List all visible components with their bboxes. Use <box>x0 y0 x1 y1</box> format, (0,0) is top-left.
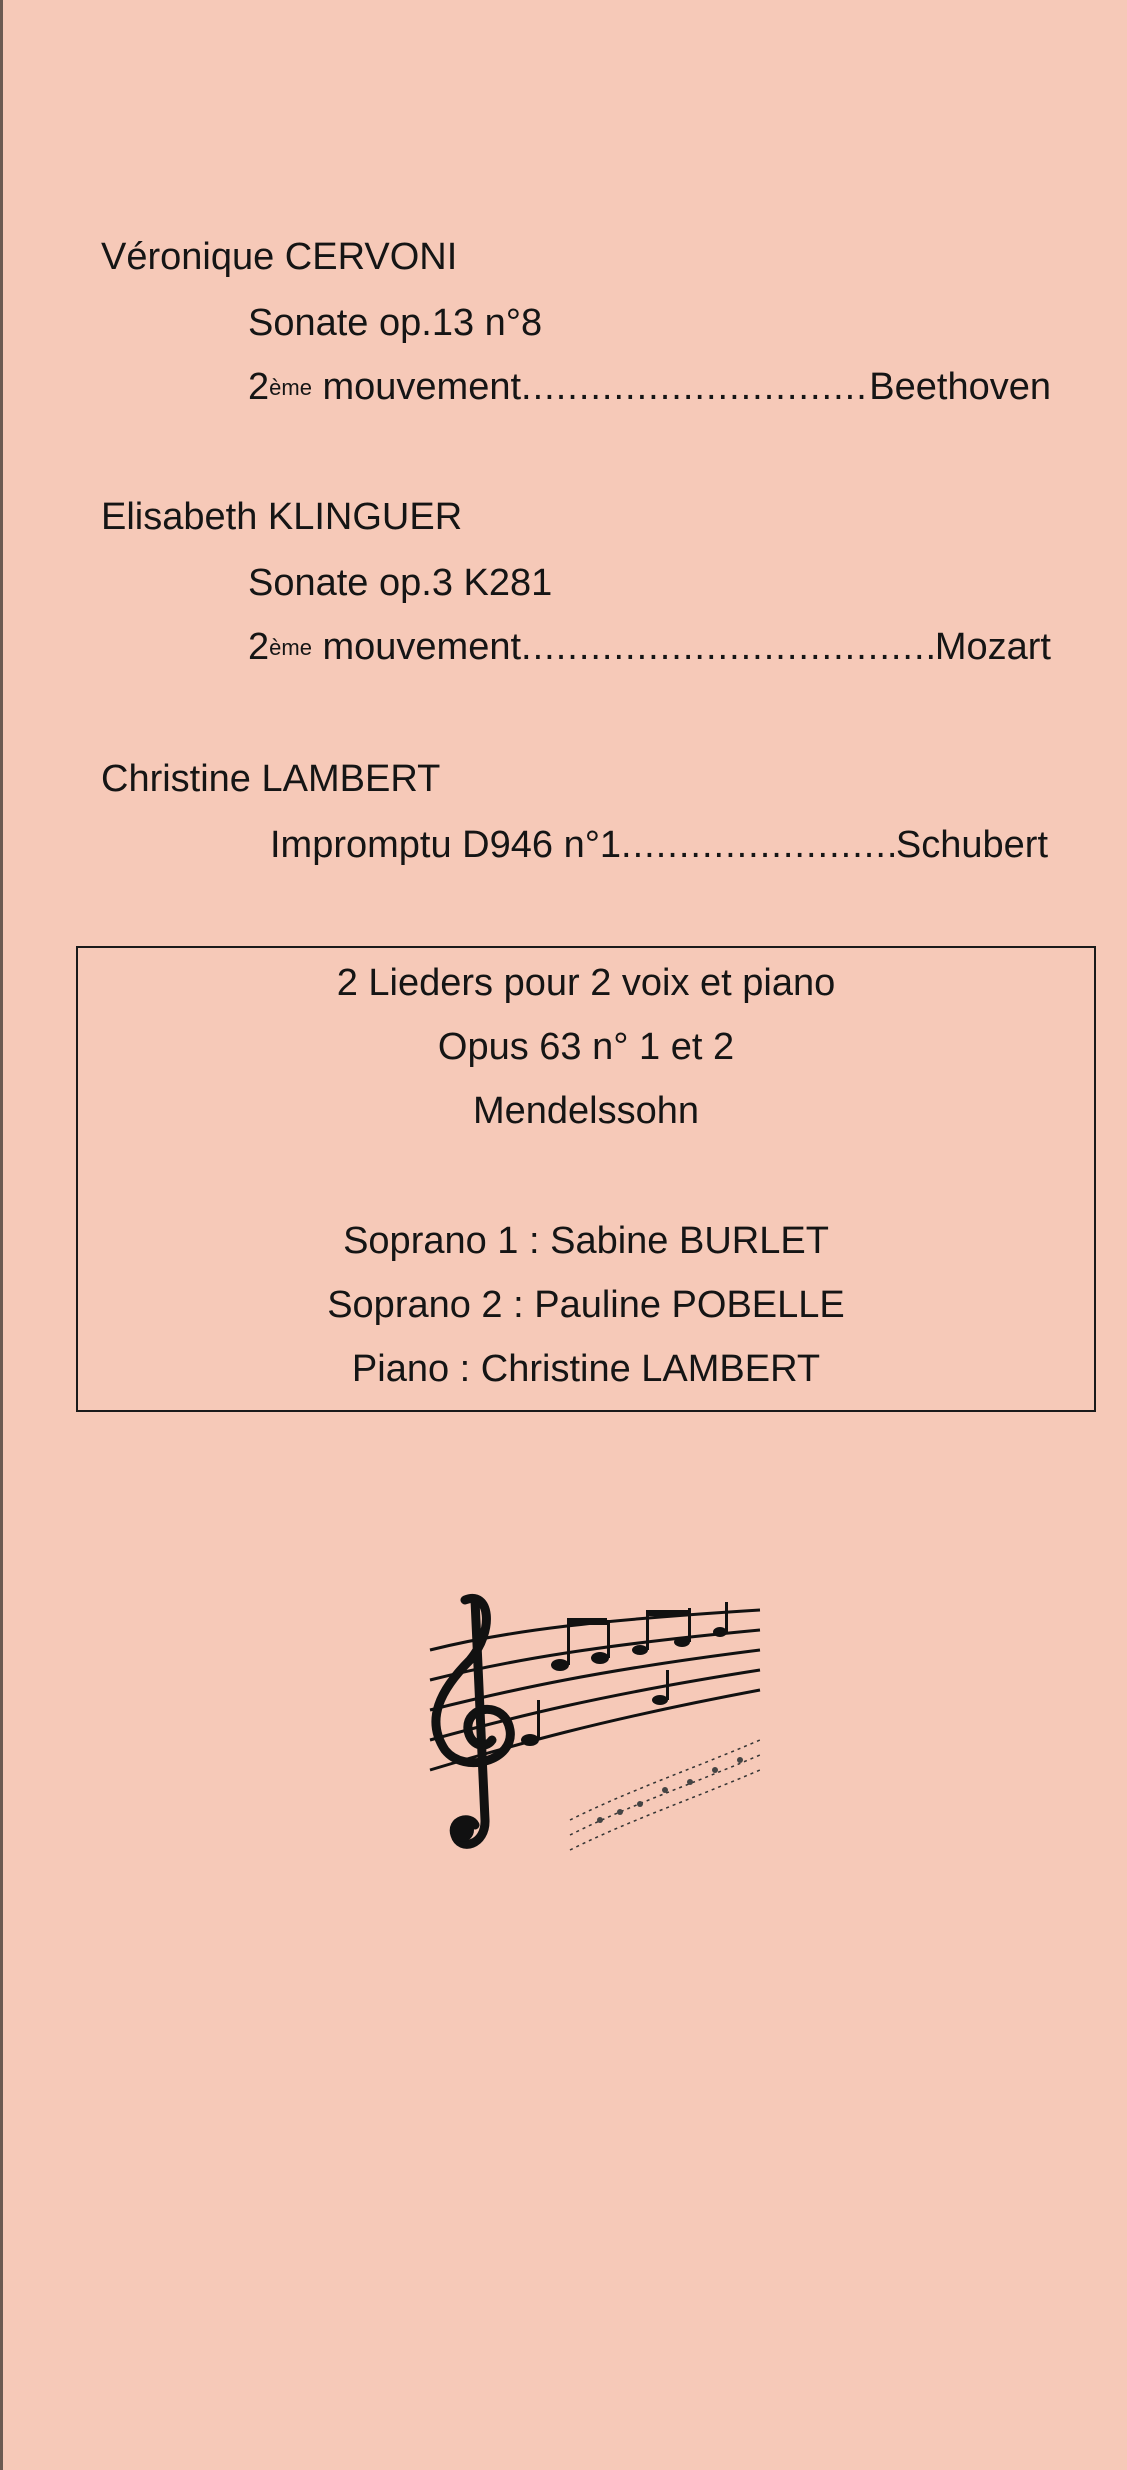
composer-name: Beethoven <box>869 366 1051 408</box>
piece-line <box>270 822 1048 868</box>
lieder-opus: Opus 63 n° 1 et 2 <box>437 1026 735 1068</box>
performer-name: Véronique CERVONI <box>101 236 458 278</box>
movement-label: mouvement <box>311 626 522 668</box>
soprano-1: Soprano 1 : Sabine BURLET <box>343 1220 829 1262</box>
composer-name: Schubert <box>895 824 1048 866</box>
piece-title: Sonate op.13 n°8 <box>248 302 543 344</box>
movement-line: 2 $^{ème}$ mouvement ..... Beethoven <box>248 364 1051 410</box>
performer-name: Elisabeth KLINGUER <box>101 496 463 538</box>
treble-clef-music-staff-icon <box>420 1590 765 1870</box>
movement-number: 2 <box>248 626 270 668</box>
dot-leader <box>521 364 869 410</box>
composer-name: Mozart <box>934 626 1051 668</box>
piece-title: Impromptu D946 n°1 <box>270 824 622 866</box>
movement-label: mouvement <box>311 366 522 408</box>
page-fold-edge <box>0 0 3 2470</box>
movement-number: 2 <box>248 366 270 408</box>
lieder-box <box>76 946 1096 1412</box>
lieder-composer: Mendelssohn <box>472 1090 700 1132</box>
piece-title: Sonate op.3 K281 <box>248 562 553 604</box>
soprano-2: Soprano 2 : Pauline POBELLE <box>327 1284 845 1326</box>
piano-performer: Piano : Christine LAMBERT <box>351 1348 821 1390</box>
lieder-title: 2 Lieders pour 2 voix et piano <box>336 962 836 1004</box>
performer-name: Christine LAMBERT <box>101 758 441 800</box>
dot-leader <box>521 624 935 670</box>
movement-line: 2 $^{ème}$ mouvement ..... Mozart <box>248 624 1051 670</box>
dot-leader <box>621 822 896 868</box>
